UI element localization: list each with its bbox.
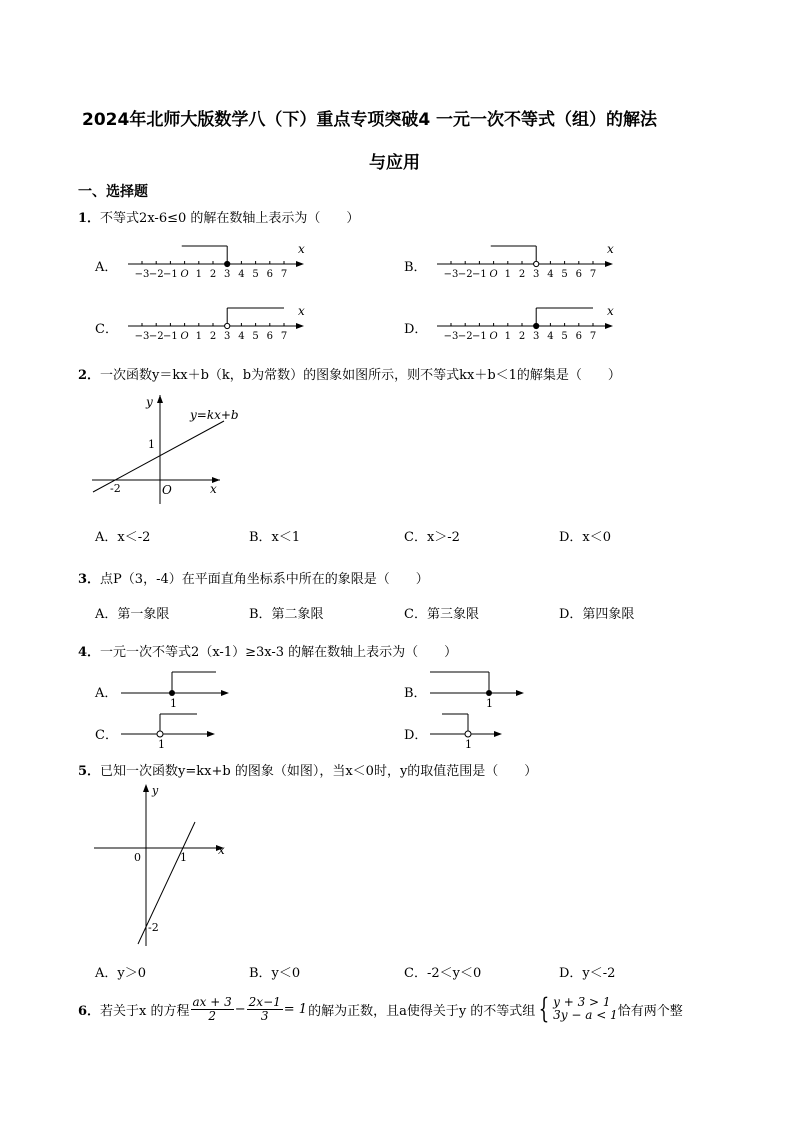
q2-option-b[interactable]: B．x＜1 <box>249 530 301 545</box>
q5-option-c[interactable]: C．-2＜y＜0 <box>404 966 482 981</box>
tick-label: −1 <box>472 269 487 280</box>
q3-option-b[interactable]: B．第二象限 <box>249 607 324 622</box>
tick-label: 5 <box>252 331 259 342</box>
tick-label: 1 <box>158 738 165 749</box>
origin-label: 0 <box>134 851 141 864</box>
tick-label: 1 <box>170 697 177 709</box>
tick-label: 5 <box>561 269 568 280</box>
y-intercept-label: 1 <box>148 438 155 451</box>
question-6 <box>78 992 683 1025</box>
question-text-mid: 的解为正数，且a使得关于y 的不等式组 <box>308 1003 536 1019</box>
tick-label: 1 <box>195 269 202 280</box>
question-text: 一次函数y＝kx＋b（k，b为常数）的图象如图所示，则不等式kx＋b＜1的解集是（ ） <box>100 368 621 383</box>
q1-number-line-b <box>431 240 621 284</box>
tick-label: −2 <box>148 331 164 342</box>
q4-option-d-label[interactable]: D． <box>404 728 428 743</box>
inequality-1: y + 3 > 1 <box>553 995 611 1009</box>
axis-arrow <box>605 261 613 267</box>
y-axis-label: y <box>146 395 153 409</box>
question-number: 2． <box>78 368 101 383</box>
inequality-system <box>535 992 618 1025</box>
tick-label: 6 <box>575 269 582 280</box>
tick-label: −1 <box>163 269 178 280</box>
tick-label: 1 <box>465 738 472 749</box>
equals-one: = 1 <box>283 1001 308 1017</box>
tick-label: 4 <box>238 331 245 342</box>
tick-label: 1 <box>486 697 493 709</box>
tick-label: −2 <box>457 331 473 342</box>
q5-option-d[interactable]: D．y＜-2 <box>559 966 616 981</box>
question-1 <box>78 207 359 226</box>
tick-label: 7 <box>589 331 597 342</box>
question-text: 点P（3，-4）在平面直角坐标系中所在的象限是（ ） <box>100 572 429 587</box>
question-text: 已知一次函数y=kx+b 的图象（如图），当x＜0时，y的取值范围是（ ） <box>100 764 538 779</box>
tick-label: 3 <box>533 331 540 342</box>
q4-option-a-label[interactable]: A． <box>95 686 118 701</box>
tick-label: 3 <box>224 331 231 342</box>
y-axis-arrow <box>143 784 149 792</box>
question-number: 3． <box>78 572 101 587</box>
q2-graph <box>90 392 250 507</box>
q3-option-d[interactable]: D．第四象限 <box>559 607 635 622</box>
tick-label: O <box>180 331 189 342</box>
axis-arrow <box>221 690 229 696</box>
q4-option-c-label[interactable]: C． <box>95 728 118 743</box>
axis-arrow <box>605 323 613 329</box>
question-text-post: 恰有两个整 <box>617 1003 683 1019</box>
question-2 <box>78 364 621 383</box>
tick-label: O <box>489 269 498 280</box>
hollow-point <box>534 261 539 266</box>
tick-label: 6 <box>575 331 582 342</box>
hollow-point <box>157 731 163 737</box>
axis-variable-label: x <box>298 304 305 318</box>
x-intercept-label: -2 <box>110 482 121 495</box>
solid-point <box>225 261 230 266</box>
question-4 <box>78 641 457 660</box>
axis-arrow <box>296 261 304 267</box>
tick-label: 5 <box>561 331 568 342</box>
tick-label: O <box>489 331 498 342</box>
tick-label: −3 <box>134 331 150 342</box>
question-number: 5． <box>78 764 101 779</box>
tick-label: 1 <box>504 269 511 280</box>
x-axis-label: x <box>218 843 225 857</box>
q1-option-a-label[interactable]: A． <box>95 260 118 275</box>
tick-label: 2 <box>518 331 526 342</box>
q4-number-line-a <box>119 669 231 709</box>
question-number: 6． <box>78 1003 101 1019</box>
q3-option-a[interactable]: A．第一象限 <box>95 607 170 622</box>
fraction-numerator: ax + 3 <box>192 994 232 1009</box>
tick-label: 3 <box>533 269 540 280</box>
question-text: 一元一次不等式2（x-1）≥3x-3 的解在数轴上表示为（ ） <box>100 645 458 660</box>
q2-option-d[interactable]: D．x＜0 <box>559 530 612 545</box>
hollow-point <box>225 323 230 328</box>
question-3 <box>78 568 429 587</box>
q4-number-line-b <box>428 669 526 709</box>
section-heading: 一、选择题 <box>78 184 148 200</box>
axis-arrow <box>516 690 524 696</box>
q1-number-line-a <box>122 240 312 284</box>
axis-variable-label: x <box>298 242 305 256</box>
tick-label: −3 <box>134 269 150 280</box>
page-title-line1: 2024年北师大版数学八（下）重点专项突破4 一元一次不等式（组）的解法 <box>82 110 658 130</box>
axis-variable-label: x <box>607 304 614 318</box>
tick-label: O <box>180 269 189 280</box>
tick-label: 4 <box>547 269 554 280</box>
q5-option-a[interactable]: A．y＞0 <box>95 966 147 981</box>
tick-label: 6 <box>266 331 273 342</box>
line-label: y=kx+b <box>190 408 239 422</box>
solid-point <box>486 690 492 696</box>
q2-option-c[interactable]: C．x＞-2 <box>404 530 460 545</box>
left-brace: { <box>538 992 550 1025</box>
tick-label: 1 <box>504 331 511 342</box>
q5-option-b[interactable]: B．y＜0 <box>249 966 301 981</box>
fraction-denominator: 3 <box>260 1008 269 1023</box>
q4-number-line-d <box>428 711 504 749</box>
minus-sign: − <box>234 1001 246 1017</box>
tick-label: −2 <box>457 269 473 280</box>
question-text-pre: 若关于x 的方程 <box>100 1003 190 1019</box>
y-axis-arrow <box>157 395 163 403</box>
tick-label: −2 <box>148 269 164 280</box>
q3-option-c[interactable]: C．第三象限 <box>404 607 479 622</box>
q1-number-line-d <box>431 302 621 346</box>
tick-label: 4 <box>238 269 245 280</box>
tick-label: 3 <box>224 269 231 280</box>
tick-label: 4 <box>547 331 554 342</box>
axis-variable-label: x <box>607 242 614 256</box>
tick-label: 2 <box>209 269 217 280</box>
function-line <box>138 822 195 944</box>
tick-label: 5 <box>252 269 259 280</box>
q4-option-b-label[interactable]: B． <box>404 686 427 701</box>
question-number: 4． <box>78 645 101 660</box>
solid-point <box>169 690 175 696</box>
solid-point <box>534 323 539 328</box>
hollow-point <box>465 731 471 737</box>
tick-label: −3 <box>443 331 459 342</box>
y-axis-label: y <box>152 784 159 797</box>
question-number: 1． <box>78 211 101 226</box>
x-axis-label: x <box>210 482 217 496</box>
fraction-numerator: 2x−1 <box>248 994 281 1009</box>
axis-arrow <box>207 731 215 737</box>
q1-number-line-c <box>122 302 312 346</box>
tick-label: 7 <box>280 269 288 280</box>
q1-option-c-label[interactable]: C． <box>95 322 118 337</box>
tick-label: −1 <box>163 331 178 342</box>
tick-label: 1 <box>195 331 202 342</box>
origin-label: O <box>162 483 172 497</box>
tick-label: 7 <box>589 269 597 280</box>
tick-label: 6 <box>266 269 273 280</box>
q4-number-line-c <box>119 711 217 749</box>
fraction-2 <box>247 996 283 1023</box>
q2-option-a[interactable]: A．x＜-2 <box>95 530 151 545</box>
q5-graph <box>90 782 240 947</box>
fraction-denominator: 2 <box>208 1008 216 1023</box>
x-intercept-label: 1 <box>180 851 187 864</box>
question-text: 不等式2x-6≤0 的解在数轴上表示为（ ） <box>100 211 360 226</box>
tick-label: −1 <box>472 331 487 342</box>
axis-arrow <box>494 731 502 737</box>
tick-label: 7 <box>280 331 288 342</box>
tick-label: 2 <box>518 269 526 280</box>
axis-arrow <box>296 323 304 329</box>
tick-label: 2 <box>209 331 217 342</box>
tick-label: −3 <box>443 269 459 280</box>
q1-option-d-label[interactable]: D． <box>404 322 428 337</box>
inequality-2: 3y − a < 1 <box>553 1008 618 1022</box>
question-5 <box>78 760 537 779</box>
fraction-1 <box>191 996 234 1023</box>
y-intercept-label: -2 <box>148 921 159 934</box>
page-title-line2: 与应用 <box>369 153 420 173</box>
q1-option-b-label[interactable]: B． <box>404 260 427 275</box>
